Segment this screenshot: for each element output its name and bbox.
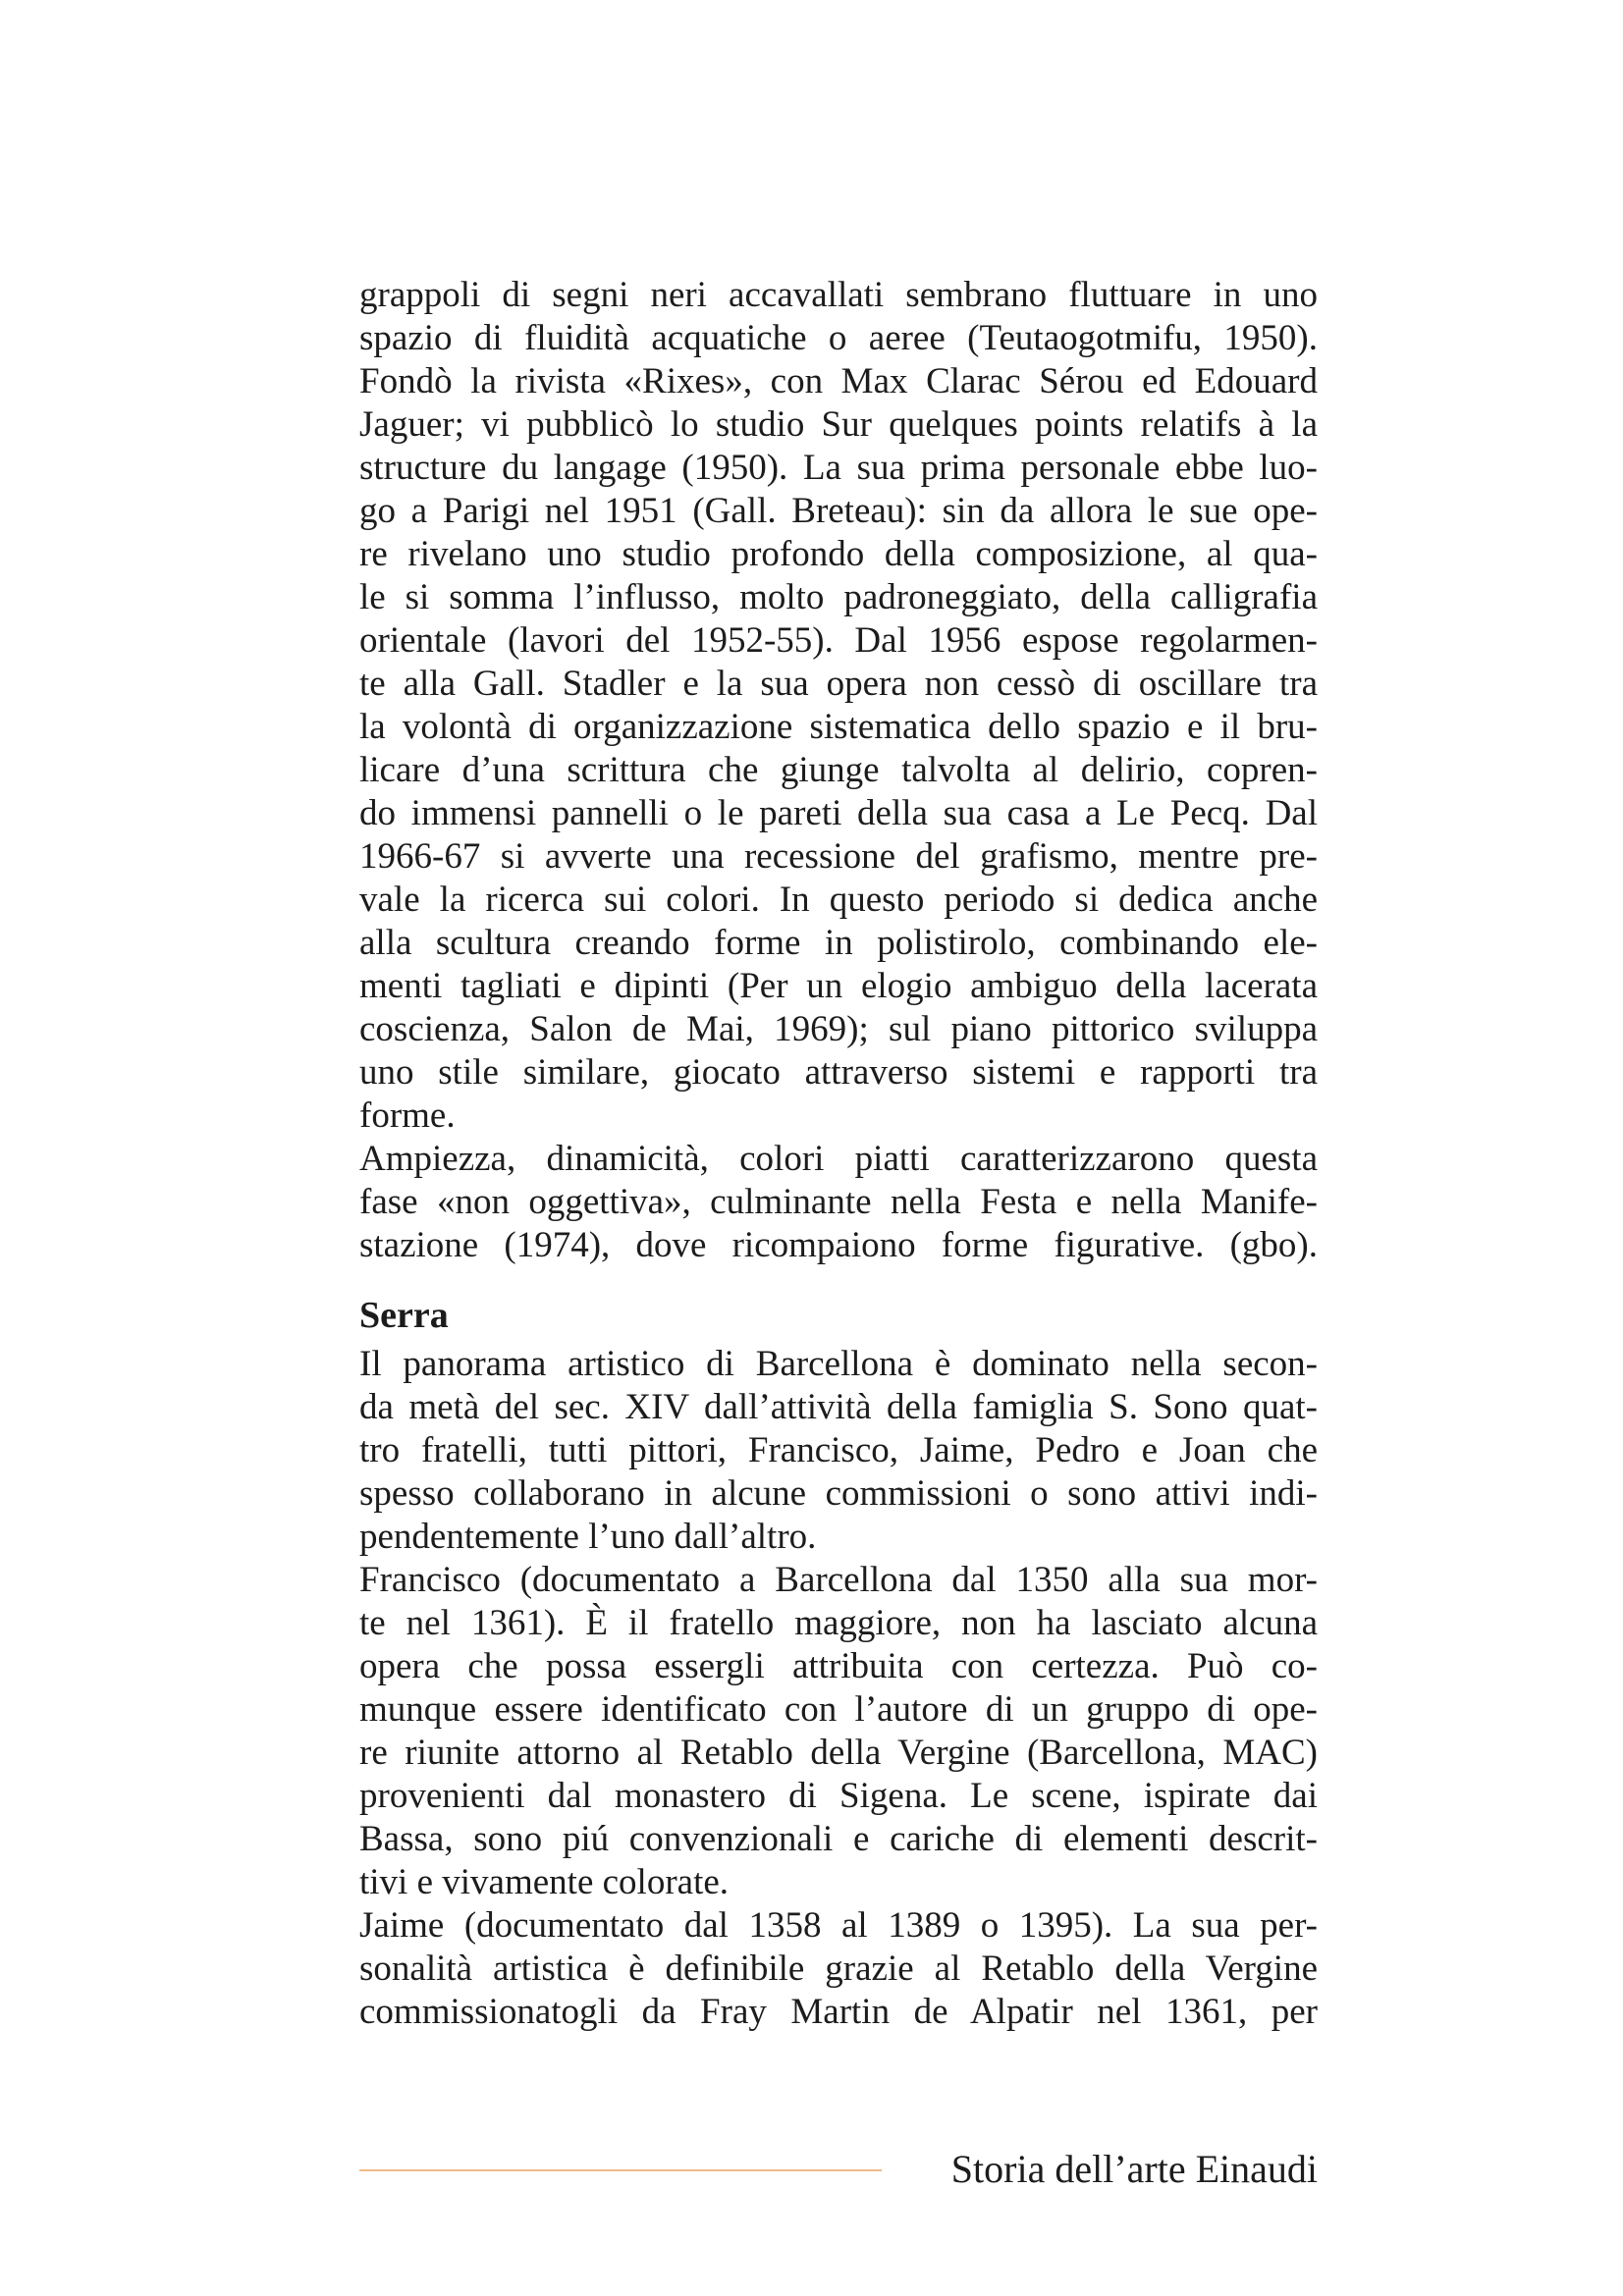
text-line: spazio di fluidità acquatiche o aeree (Teutaogotmifu, 1950). (359, 318, 1318, 358)
text-line: provenienti dal monastero di Sigena. Le scene, ispirate dai (359, 1776, 1318, 1816)
text-line: menti tagliati e dipinti (Per un elogio ambiguo della lacerata (359, 966, 1318, 1006)
text-line: Francisco (documentato a Barcellona dal 1350 alla sua mor- (359, 1560, 1318, 1600)
text-line: alla scultura creando forme in polistirolo, combinando ele- (359, 923, 1318, 963)
text-line: tro fratelli, tutti pittori, Francisco, Jaime, Pedro e Joan che (359, 1430, 1318, 1470)
text-line: stazione (1974), dove ricompaiono forme figurative. (gbo). (359, 1225, 1318, 1265)
text-line: vale la ricerca sui colori. In questo periodo si dedica anche (359, 880, 1318, 920)
text-line: re riunite attorno al Retablo della Vergine (Barcellona, MAC) (359, 1733, 1318, 1773)
text-line: sonalità artistica è definibile grazie al Retablo della Vergine (359, 1949, 1318, 1989)
text-line: fase «non oggettiva», culminante nella Festa e nella Manife- (359, 1182, 1318, 1222)
text-line: orientale (lavori del 1952-55). Dal 1956 espose regolarmen- (359, 620, 1318, 661)
text-line: Jaime (documentato dal 1358 al 1389 o 1395). La sua per- (359, 1905, 1318, 1946)
text-line: opera che possa essergli attribuita con certezza. Può co- (359, 1646, 1318, 1686)
text-line: grappoli di segni neri accavallati sembrano fluttuare in uno (359, 275, 1318, 315)
text-line: le si somma l’influsso, molto padroneggiato, della calligrafia (359, 577, 1318, 617)
footer-divider (359, 2169, 882, 2171)
text-line: spesso collaborano in alcune commissioni o sono attivi indi- (359, 1473, 1318, 1514)
text-line: re rivelano uno studio profondo della composizione, al qua- (359, 534, 1318, 574)
text-line: Bassa, sono piú convenzionali e cariche di elementi descrit- (359, 1819, 1318, 1859)
text-line: pendentemente l’uno dall’altro. (359, 1517, 817, 1557)
text-line: forme. (359, 1095, 456, 1136)
footer-title: Storia dell’arte Einaudi (950, 2147, 1318, 2191)
text-line: la volontà di organizzazione sistematica dello spazio e il bru- (359, 707, 1318, 747)
section-heading: Serra (359, 1295, 449, 1336)
text-line: Fondò la rivista «Rixes», con Max Clarac Sérou ed Edouard (359, 361, 1318, 401)
text-line: Jaguer; vi pubblicò lo studio Sur quelques points relatifs à la (359, 404, 1318, 445)
text-line: te nel 1361). È il fratello maggiore, non ha lasciato alcuna (359, 1603, 1318, 1643)
article-body (359, 274, 1318, 2034)
text-line: Ampiezza, dinamicità, colori piatti caratterizzarono questa (359, 1139, 1318, 1179)
text-line: go a Parigi nel 1951 (Gall. Breteau): sin da allora le sue ope- (359, 491, 1318, 531)
text-line: Il panorama artistico di Barcellona è dominato nella secon- (359, 1344, 1318, 1384)
text-line: tivi e vivamente colorate. (359, 1862, 730, 1902)
text-line: structure du langage (1950). La sua prima personale ebbe luo- (359, 448, 1318, 488)
text-line: te alla Gall. Stadler e la sua opera non cessò di oscillare tra (359, 664, 1318, 704)
text-line: coscienza, Salon de Mai, 1969); sul piano pittorico sviluppa (359, 1009, 1318, 1049)
text-line: da metà del sec. XIV dall’attività della famiglia S. Sono quat- (359, 1387, 1318, 1427)
text-line: commissionatogli da Fray Martin de Alpatir nel 1361, per (359, 1992, 1318, 2032)
text-line: do immensi pannelli o le pareti della sua casa a Le Pecq. Dal (359, 793, 1318, 833)
text-line: 1966-67 si avverte una recessione del grafismo, mentre pre- (359, 836, 1318, 877)
text-line: munque essere identificato con l’autore di un gruppo di ope- (359, 1689, 1318, 1730)
text-line: licare d’una scrittura che giunge talvolta al delirio, copren- (359, 750, 1318, 790)
text-line: uno stile similare, giocato attraverso sistemi e rapporti tra (359, 1052, 1318, 1093)
